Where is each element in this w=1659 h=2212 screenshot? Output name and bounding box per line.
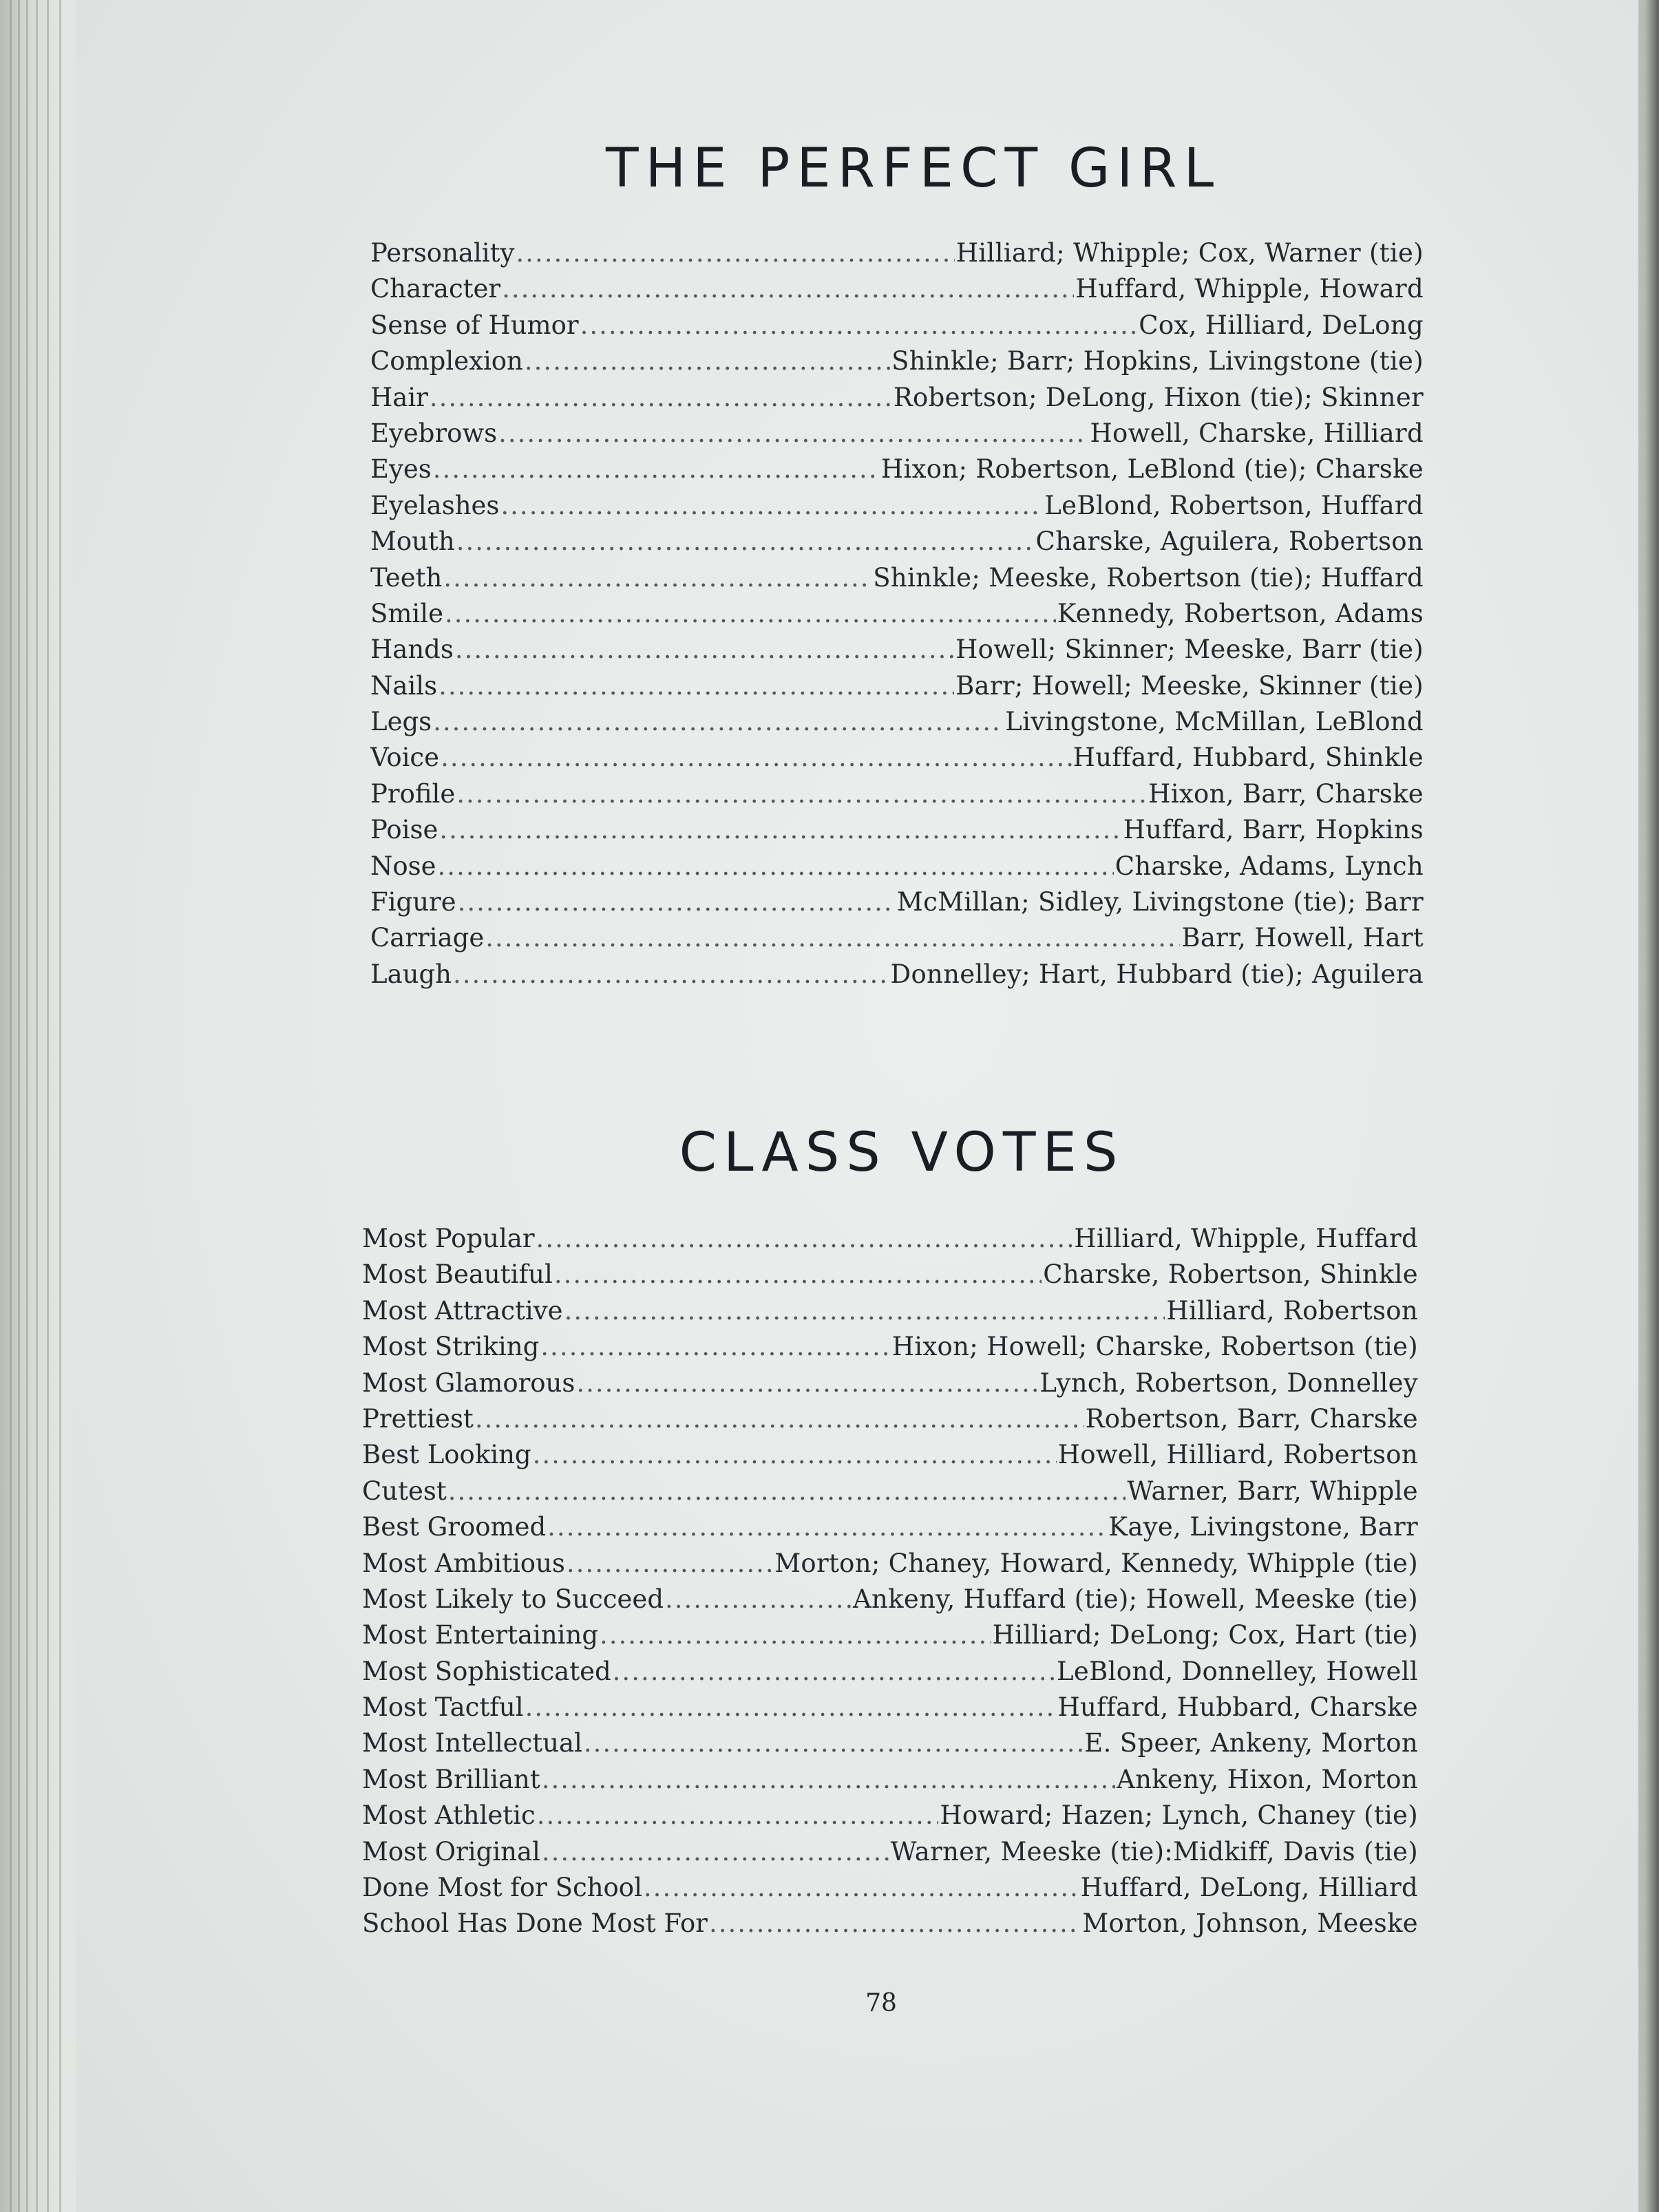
perfect-girl-row — [370, 271, 1424, 307]
perfect-girl-names: Shinkle; Meeske, Robertson (tie); Huffard — [873, 562, 1424, 593]
class-votes-list — [362, 1221, 1418, 1942]
perfect-girl-category: Nose — [370, 851, 436, 881]
perfect-girl-row — [370, 488, 1424, 524]
class-vote-category: Most Sophisticated — [362, 1656, 611, 1686]
class-vote-category: Done Most for School — [362, 1873, 642, 1903]
class-vote-row — [362, 1329, 1418, 1365]
class-vote-category: Most Athletic — [362, 1800, 536, 1831]
perfect-girl-list — [370, 235, 1424, 992]
perfect-girl-names: Huffard, Whipple, Howard — [1075, 274, 1424, 304]
class-vote-category: Most Glamorous — [362, 1368, 575, 1398]
perfect-girl-names: Kennedy, Robertson, Adams — [1057, 598, 1424, 628]
dot-leader — [537, 1798, 939, 1833]
perfect-girl-category: Carriage — [370, 923, 485, 953]
dot-leader — [453, 957, 889, 992]
class-vote-names: Warner, Barr, Whipple — [1127, 1476, 1418, 1506]
perfect-girl-row — [370, 308, 1424, 343]
perfect-girl-category: Personality — [370, 238, 515, 268]
perfect-girl-category: Hands — [370, 635, 454, 665]
perfect-girl-row — [370, 704, 1424, 740]
class-vote-row — [362, 1870, 1418, 1906]
class-vote-category: Most Entertaining — [362, 1620, 599, 1650]
class-vote-row — [362, 1401, 1418, 1437]
page-edge — [36, 0, 38, 2212]
perfect-girl-names: Robertson; DeLong, Hixon (tie); Skinner — [893, 382, 1424, 412]
perfect-girl-row — [370, 524, 1424, 560]
page-number: 78 — [865, 1989, 897, 2017]
perfect-girl-row — [370, 812, 1424, 848]
perfect-girl-row — [370, 849, 1424, 884]
page-edge — [47, 0, 49, 2212]
class-vote-row — [362, 1221, 1418, 1257]
page-edge — [18, 0, 20, 2212]
class-vote-category: Most Striking — [362, 1332, 540, 1362]
perfect-girl-category: Teeth — [370, 562, 443, 593]
dot-leader — [455, 632, 954, 668]
class-vote-row — [362, 1834, 1418, 1870]
perfect-girl-category: Eyebrows — [370, 418, 498, 448]
dot-leader — [554, 1257, 1042, 1293]
perfect-girl-names: LeBlond, Robertson, Huffard — [1044, 490, 1424, 520]
class-vote-row — [362, 1617, 1418, 1653]
class-vote-row — [362, 1690, 1418, 1725]
class-vote-names: Hixon; Howell; Charske, Robertson (tie) — [891, 1332, 1418, 1362]
dot-leader — [567, 1546, 773, 1582]
dot-leader — [533, 1437, 1057, 1473]
perfect-girl-row — [370, 416, 1424, 451]
perfect-girl-names: Charske, Aguilera, Robertson — [1035, 527, 1424, 557]
class-vote-category: Most Original — [362, 1836, 540, 1867]
dot-leader — [441, 740, 1072, 776]
perfect-girl-row — [370, 668, 1424, 704]
dot-leader — [433, 451, 880, 487]
page-edge — [26, 0, 28, 2212]
perfect-girl-names: Huffard, Barr, Hopkins — [1123, 815, 1424, 845]
class-vote-names: Morton, Johnson, Meeske — [1082, 1908, 1418, 1939]
class-vote-category: Most Brilliant — [362, 1764, 540, 1794]
dot-leader — [613, 1654, 1055, 1690]
class-vote-category: Most Attractive — [362, 1295, 563, 1326]
class-vote-names: Hilliard, Robertson — [1166, 1295, 1418, 1326]
class-vote-row — [362, 1725, 1418, 1761]
dot-leader — [439, 812, 1121, 848]
class-vote-names: Lynch, Robertson, Donnelley — [1039, 1368, 1418, 1398]
dot-leader — [443, 560, 871, 596]
class-vote-names: Huffard, DeLong, Hilliard — [1080, 1873, 1418, 1903]
dot-leader — [438, 849, 1114, 884]
class-vote-names: Morton; Chaney, Howard, Kennedy, Whipple (tie) — [774, 1548, 1418, 1578]
class-vote-row — [362, 1293, 1418, 1329]
perfect-girl-row — [370, 957, 1424, 992]
class-vote-names: Kaye, Livingstone, Barr — [1108, 1512, 1418, 1542]
perfect-girl-names: Barr; Howell; Meeske, Skinner (tie) — [955, 670, 1424, 701]
perfect-girl-category: Eyelashes — [370, 490, 500, 520]
class-vote-category: Most Beautiful — [362, 1259, 553, 1290]
dot-leader — [644, 1870, 1079, 1906]
dot-leader — [542, 1762, 1115, 1798]
perfect-girl-category: Poise — [370, 815, 438, 845]
perfect-girl-category: Smile — [370, 598, 443, 628]
perfect-girl-row — [370, 596, 1424, 632]
dot-leader — [502, 271, 1074, 307]
perfect-girl-row — [370, 380, 1424, 416]
dot-leader — [525, 1690, 1057, 1725]
class-vote-row — [362, 1654, 1418, 1690]
perfect-girl-category: Nails — [370, 670, 438, 701]
dot-leader — [498, 416, 1088, 451]
perfect-girl-row — [370, 343, 1424, 379]
dot-leader — [448, 1474, 1126, 1509]
dot-leader — [580, 308, 1138, 343]
class-vote-row — [362, 1906, 1418, 1942]
perfect-girl-row — [370, 920, 1424, 956]
class-vote-category: Most Likely to Succeed — [362, 1584, 664, 1614]
perfect-girl-row — [370, 884, 1424, 920]
class-vote-category: Most Ambitious — [362, 1548, 565, 1578]
class-vote-names: Howard; Hazen; Lynch, Chaney (tie) — [940, 1800, 1418, 1831]
perfect-girl-category: Character — [370, 274, 501, 304]
perfect-girl-row — [370, 235, 1424, 271]
dot-leader — [438, 668, 954, 704]
class-vote-names: Hilliard, Whipple, Huffard — [1074, 1224, 1418, 1253]
dot-leader — [584, 1725, 1083, 1761]
class-vote-names: Robertson, Barr, Charske — [1085, 1403, 1418, 1434]
perfect-girl-category: Mouth — [370, 527, 455, 557]
perfect-girl-names: Hixon; Robertson, LeBlond (tie); Charske — [880, 454, 1424, 485]
perfect-girl-category: Figure — [370, 887, 456, 917]
perfect-girl-names: Huffard, Hubbard, Shinkle — [1072, 743, 1424, 773]
class-vote-category: Best Looking — [362, 1440, 531, 1470]
perfect-girl-names: Charske, Adams, Lynch — [1114, 851, 1424, 881]
class-vote-row — [362, 1762, 1418, 1798]
class-vote-category: School Has Done Most For — [362, 1908, 708, 1939]
perfect-girl-row — [370, 776, 1424, 812]
dot-leader — [433, 704, 1004, 740]
perfect-girl-category: Profile — [370, 778, 456, 809]
class-vote-names: Howell, Hilliard, Robertson — [1057, 1440, 1418, 1470]
class-vote-row — [362, 1798, 1418, 1833]
class-vote-names: Huffard, Hubbard, Charske — [1057, 1692, 1418, 1723]
page-edge — [59, 0, 61, 2212]
perfect-girl-names: Hixon, Barr, Charske — [1148, 778, 1424, 809]
class-vote-names: Warner, Meeske (tie):Midkiff, Davis (tie) — [890, 1836, 1418, 1867]
dot-leader — [525, 343, 890, 379]
dot-leader — [445, 596, 1056, 632]
dot-leader — [665, 1582, 852, 1617]
class-vote-row — [362, 1474, 1418, 1509]
perfect-girl-row — [370, 740, 1424, 776]
perfect-girl-names: Barr, Howell, Hart — [1181, 923, 1424, 953]
perfect-girl-category: Legs — [370, 707, 432, 737]
class-vote-row — [362, 1582, 1418, 1617]
dot-leader — [456, 524, 1035, 560]
class-vote-row — [362, 1365, 1418, 1401]
dot-leader — [564, 1293, 1165, 1329]
class-vote-category: Prettiest — [362, 1403, 474, 1434]
dot-leader — [547, 1509, 1107, 1545]
class-vote-row — [362, 1437, 1418, 1473]
dot-leader — [456, 776, 1147, 812]
dot-leader — [475, 1401, 1084, 1437]
perfect-girl-names: Donnelley; Hart, Hubbard (tie); Aguilera — [890, 959, 1424, 989]
perfect-girl-row — [370, 451, 1424, 487]
perfect-girl-category: Hair — [370, 382, 428, 412]
perfect-girl-names: Shinkle; Barr; Hopkins, Livingstone (tie) — [891, 346, 1424, 376]
dot-leader — [542, 1834, 889, 1870]
dot-leader — [536, 1221, 1073, 1257]
class-vote-names: Ankeny, Huffard (tie); Howell, Meeske (tie) — [853, 1584, 1418, 1614]
class-vote-category: Best Groomed — [362, 1512, 547, 1542]
perfect-girl-category: Laugh — [370, 959, 452, 989]
perfect-girl-names: McMillan; Sidley, Livingstone (tie); Barr — [896, 887, 1424, 917]
perfect-girl-category: Eyes — [370, 454, 432, 485]
dot-leader — [500, 488, 1043, 524]
perfect-girl-heading: THE PERFECT GIRL — [606, 138, 1221, 200]
perfect-girl-names: Howell; Skinner; Meeske, Barr (tie) — [955, 635, 1424, 665]
class-vote-row — [362, 1509, 1418, 1545]
perfect-girl-names: Livingstone, McMillan, LeBlond — [1005, 707, 1424, 737]
perfect-girl-names: Howell, Charske, Hilliard — [1090, 418, 1424, 448]
class-vote-row — [362, 1257, 1418, 1293]
dot-leader — [576, 1365, 1038, 1401]
class-vote-names: Charske, Robertson, Shinkle — [1043, 1259, 1418, 1290]
class-vote-names: Ankeny, Hixon, Morton — [1117, 1764, 1418, 1794]
class-vote-category: Most Popular — [362, 1224, 535, 1253]
class-vote-names: E. Speer, Ankeny, Morton — [1084, 1728, 1418, 1758]
dot-leader — [516, 235, 954, 271]
perfect-girl-category: Voice — [370, 743, 440, 773]
class-vote-category: Most Intellectual — [362, 1728, 582, 1758]
class-vote-category: Most Tactful — [362, 1692, 524, 1723]
class-vote-row — [362, 1546, 1418, 1582]
dot-leader — [600, 1617, 991, 1653]
class-vote-category: Cutest — [362, 1476, 447, 1506]
dot-leader — [430, 380, 892, 416]
dot-leader — [458, 884, 896, 920]
class-vote-names: Hilliard; DeLong; Cox, Hart (tie) — [992, 1620, 1418, 1650]
perfect-girl-row — [370, 632, 1424, 668]
perfect-girl-category: Sense of Humor — [370, 310, 579, 340]
perfect-girl-row — [370, 560, 1424, 596]
dot-leader — [485, 920, 1180, 956]
page-edge — [10, 0, 12, 2212]
dot-leader — [540, 1329, 890, 1365]
perfect-girl-names: Hilliard; Whipple; Cox, Warner (tie) — [955, 238, 1424, 268]
perfect-girl-names: Cox, Hilliard, DeLong — [1139, 310, 1424, 340]
dot-leader — [709, 1906, 1081, 1942]
class-votes-heading: CLASS VOTES — [679, 1122, 1125, 1184]
class-vote-names: LeBlond, Donnelley, Howell — [1057, 1656, 1418, 1686]
perfect-girl-category: Complexion — [370, 346, 523, 376]
